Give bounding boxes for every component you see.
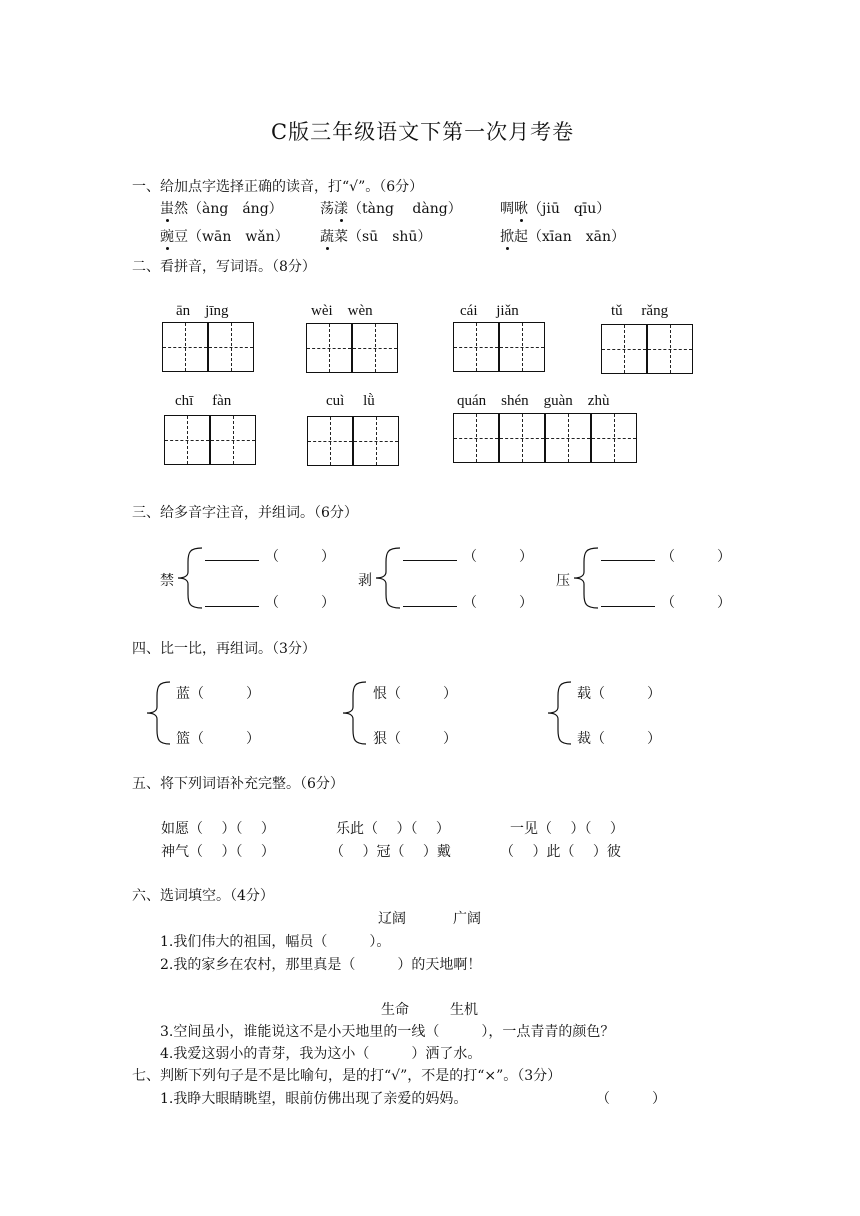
- fill-question[interactable]: 3.空间虽小，谁能说这不是小天地里的一线（ ），一点青青的颜色？: [160, 1024, 615, 1040]
- compare-item[interactable]: 蓝（ ）: [176, 686, 260, 702]
- writing-box[interactable]: [499, 322, 545, 372]
- answer-line[interactable]: （ ）: [601, 592, 731, 612]
- compare-item[interactable]: 恨（ ）: [373, 686, 457, 702]
- pinyin-2: wèi wèn: [311, 303, 373, 319]
- answer-line[interactable]: （ ）: [205, 546, 335, 566]
- reading-item-6: 掀起（xīan xān）: [500, 229, 625, 245]
- brace-icon: [174, 546, 204, 610]
- answer-line[interactable]: （ ）: [205, 592, 335, 612]
- writing-box[interactable]: [306, 323, 352, 373]
- pinyin-6: cuì lǜ: [326, 393, 375, 409]
- section-2-heading: 二、看拼音，写词语。（8分）: [132, 259, 316, 275]
- page-title: C版三年级语文下第一次月考卷: [271, 120, 575, 144]
- idiom-item[interactable]: 如愿（ ）（ ）: [161, 821, 275, 837]
- reading-item-1: 蚩然（àng áng）: [160, 201, 283, 217]
- writing-box[interactable]: [601, 324, 647, 374]
- writing-box[interactable]: [353, 416, 399, 466]
- answer-line[interactable]: （ ）: [403, 546, 533, 566]
- brace-icon: [570, 546, 600, 610]
- polyphonic-char: 压: [556, 573, 570, 589]
- reading-item-5: 蔬菜（sū shū）: [320, 229, 432, 245]
- compare-item[interactable]: 狠（ ）: [373, 731, 457, 747]
- brace-icon: [340, 680, 368, 746]
- brace-icon: [372, 546, 402, 610]
- idiom-item[interactable]: （ ）此（ ）彼: [500, 844, 621, 860]
- writing-box[interactable]: [208, 322, 254, 372]
- reading-item-2: 荡漾（tàng dàng）: [320, 201, 462, 217]
- fill-question[interactable]: 2.我的家乡在农村，那里真是（ ）的天地啊！: [160, 957, 482, 973]
- polyphonic-char: 剥: [358, 573, 372, 589]
- brace-icon: [144, 680, 172, 746]
- writing-box[interactable]: [453, 322, 499, 372]
- pinyin-7: quán shén guàn zhù: [457, 393, 610, 409]
- word-choice: 辽阔: [378, 911, 406, 927]
- writing-box[interactable]: [162, 322, 208, 372]
- word-choice: 广阔: [453, 911, 481, 927]
- fill-question[interactable]: 1.我们伟大的祖国，幅员（ ）。: [160, 934, 391, 950]
- answer-line[interactable]: （ ）: [601, 546, 731, 566]
- section-1-heading: 一、给加点字选择正确的读音，打“√”。（6分）: [132, 179, 424, 195]
- answer-paren[interactable]: （ ）: [596, 1091, 666, 1107]
- pinyin-4: tǔ rǎng: [611, 303, 669, 319]
- writing-box[interactable]: [453, 413, 499, 463]
- brace-icon: [545, 680, 573, 746]
- section-5-heading: 五、将下列词语补充完整。（6分）: [132, 776, 344, 792]
- answer-line[interactable]: （ ）: [403, 592, 533, 612]
- compare-item[interactable]: 载（ ）: [577, 686, 661, 702]
- idiom-item[interactable]: （ ）冠（ ）戴: [330, 844, 451, 860]
- reading-item-4: 豌豆（wān wǎn）: [160, 229, 289, 245]
- writing-box[interactable]: [352, 323, 398, 373]
- polyphonic-char: 禁: [160, 573, 174, 589]
- judge-question: 1.我睁大眼睛眺望，眼前仿佛出现了亲爱的妈妈。: [160, 1091, 468, 1107]
- writing-box[interactable]: [647, 324, 693, 374]
- writing-box[interactable]: [307, 416, 353, 466]
- pinyin-5: chī fàn: [175, 393, 232, 409]
- section-6-heading: 六、选词填空。（4分）: [132, 888, 274, 904]
- word-choice: 生机: [450, 1002, 478, 1018]
- section-4-heading: 四、比一比，再组词。（3分）: [132, 641, 316, 657]
- section-7-heading: 七、判断下列句子是不是比喻句，是的打“√”，不是的打“×”。（3分）: [132, 1068, 562, 1084]
- pinyin-3: cái jiǎn: [460, 303, 519, 319]
- fill-question[interactable]: 4.我爱这弱小的青芽，我为这小（ ）洒了水。: [160, 1046, 482, 1062]
- compare-item[interactable]: 裁（ ）: [577, 731, 661, 747]
- reading-item-3: 啁啾（jiū qīu）: [500, 201, 611, 217]
- word-choice: 生命: [381, 1002, 409, 1018]
- writing-box[interactable]: [210, 415, 256, 465]
- section-3-heading: 三、给多音字注音，并组词。（6分）: [132, 505, 358, 521]
- writing-box[interactable]: [499, 413, 545, 463]
- idiom-item[interactable]: 神气（ ）（ ）: [161, 844, 275, 860]
- pinyin-1: ān jīng: [176, 303, 229, 319]
- idiom-item[interactable]: 一见（ ）（ ）: [510, 821, 624, 837]
- idiom-item[interactable]: 乐此（ ）（ ）: [336, 821, 450, 837]
- writing-box[interactable]: [164, 415, 210, 465]
- writing-box[interactable]: [545, 413, 591, 463]
- writing-box[interactable]: [591, 413, 637, 463]
- compare-item[interactable]: 篮（ ）: [176, 731, 260, 747]
